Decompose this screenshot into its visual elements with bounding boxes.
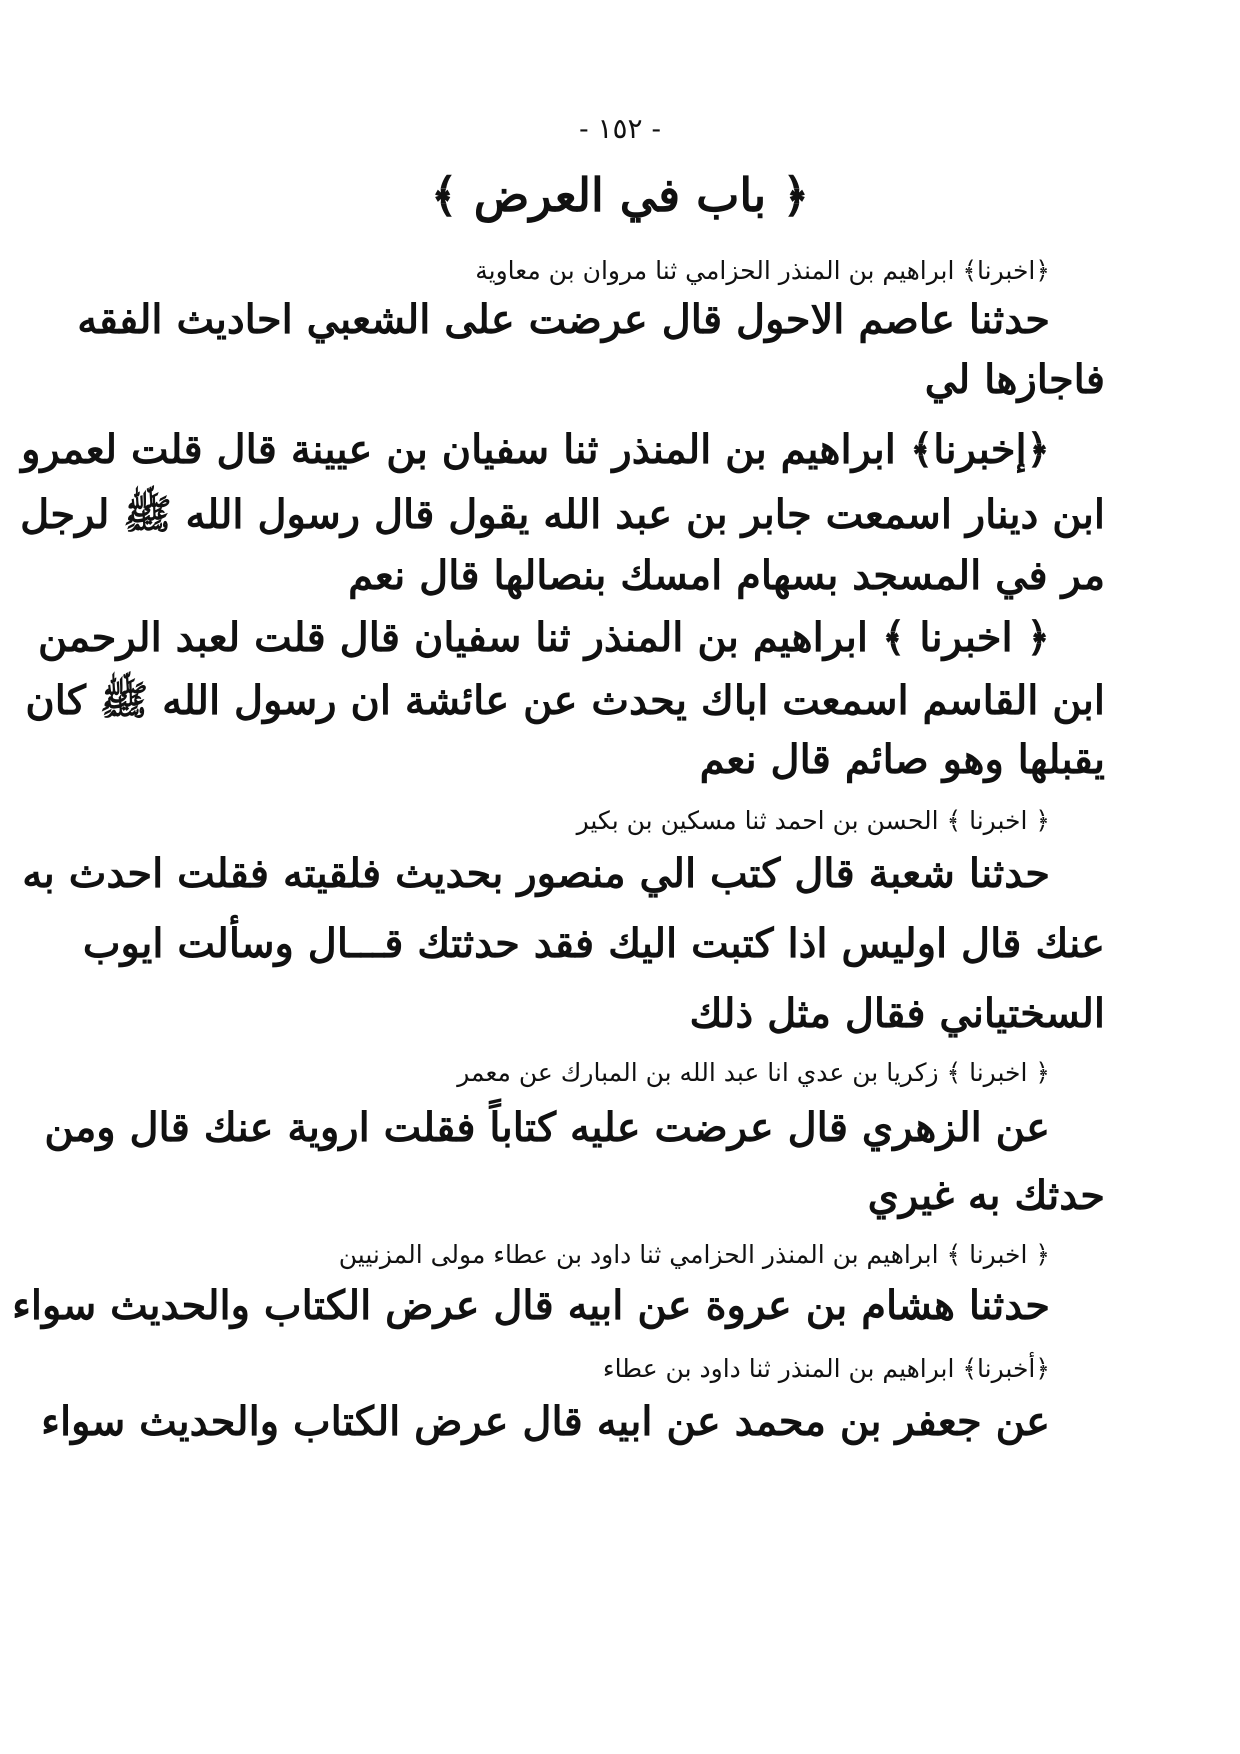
chapter-title: ﴿ باب في العرض ﴾ — [430, 168, 810, 222]
isnad-line-17: ﴿ اخبرنا ﴾ ابراهيم بن المنذر الحزامي ثنا داود بن عطاء مولى المزنيين — [338, 1240, 1050, 1269]
text-line-13: السختياني فقال مثل ذلك — [689, 990, 1105, 1037]
text-line-8: ابن القاسم اسمعت اباك يحدث عن عائشة ان رسول الله ﷺ كان — [25, 677, 1105, 724]
text-line-11: حدثنا شعبة قال كتب الي منصور بحديث فلقيته فقلت احدث به — [22, 850, 1050, 897]
text-line-12: عنك قال اوليس اذا كتبت اليك فقد حدثتك قـــال وسألت ايوب — [82, 920, 1105, 967]
isnad-line-19: ﴿أخبرنا﴾ ابراهيم بن المنذر ثنا داود بن عطاء — [602, 1354, 1050, 1383]
text-line-15: عن الزهري قال عرضت عليه كتاباً فقلت اروية عنك قال ومن — [44, 1104, 1050, 1151]
page-number: - ١٥٢ - — [579, 112, 661, 145]
isnad-line-14: ﴿ اخبرنا ﴾ زكريا بن عدي انا عبد الله بن المبارك عن معمر — [457, 1058, 1050, 1087]
text-line-20: عن جعفر بن محمد عن ابيه قال عرض الكتاب والحديث سواء — [41, 1398, 1050, 1445]
text-line-9: يقبلها وهو صائم قال نعم — [699, 736, 1105, 783]
text-line-18: حدثنا هشام بن عروة عن ابيه قال عرض الكتاب والحديث سواء — [12, 1282, 1050, 1329]
text-line-3: فاجازها لي — [924, 356, 1105, 403]
text-line-16: حدثك به غيري — [867, 1172, 1105, 1219]
text-line-6: مر في المسجد بسهام امسك بنصالها قال نعم — [348, 552, 1105, 599]
text-line-4: ﴿إخبرنا﴾ ابراهيم بن المنذر ثنا سفيان بن عيينة قال قلت لعمرو — [21, 426, 1050, 473]
isnad-line-10: ﴿ اخبرنا ﴾ الحسن بن احمد ثنا مسكين بن بكير — [576, 806, 1050, 835]
text-line-2: حدثنا عاصم الاحول قال عرضت على الشعبي احاديث الفقه — [77, 296, 1050, 343]
text-line-5: ابن دينار اسمعت جابر بن عبد الله يقول قال رسول الله ﷺ لرجل — [20, 491, 1105, 538]
text-line-7: ﴿ اخبرنا ﴾ ابراهيم بن المنذر ثنا سفيان قال قلت لعبد الرحمن — [38, 614, 1050, 661]
isnad-line-1: ﴿اخبرنا﴾ ابراهيم بن المنذر الحزامي ثنا مروان بن معاوية — [475, 256, 1050, 285]
